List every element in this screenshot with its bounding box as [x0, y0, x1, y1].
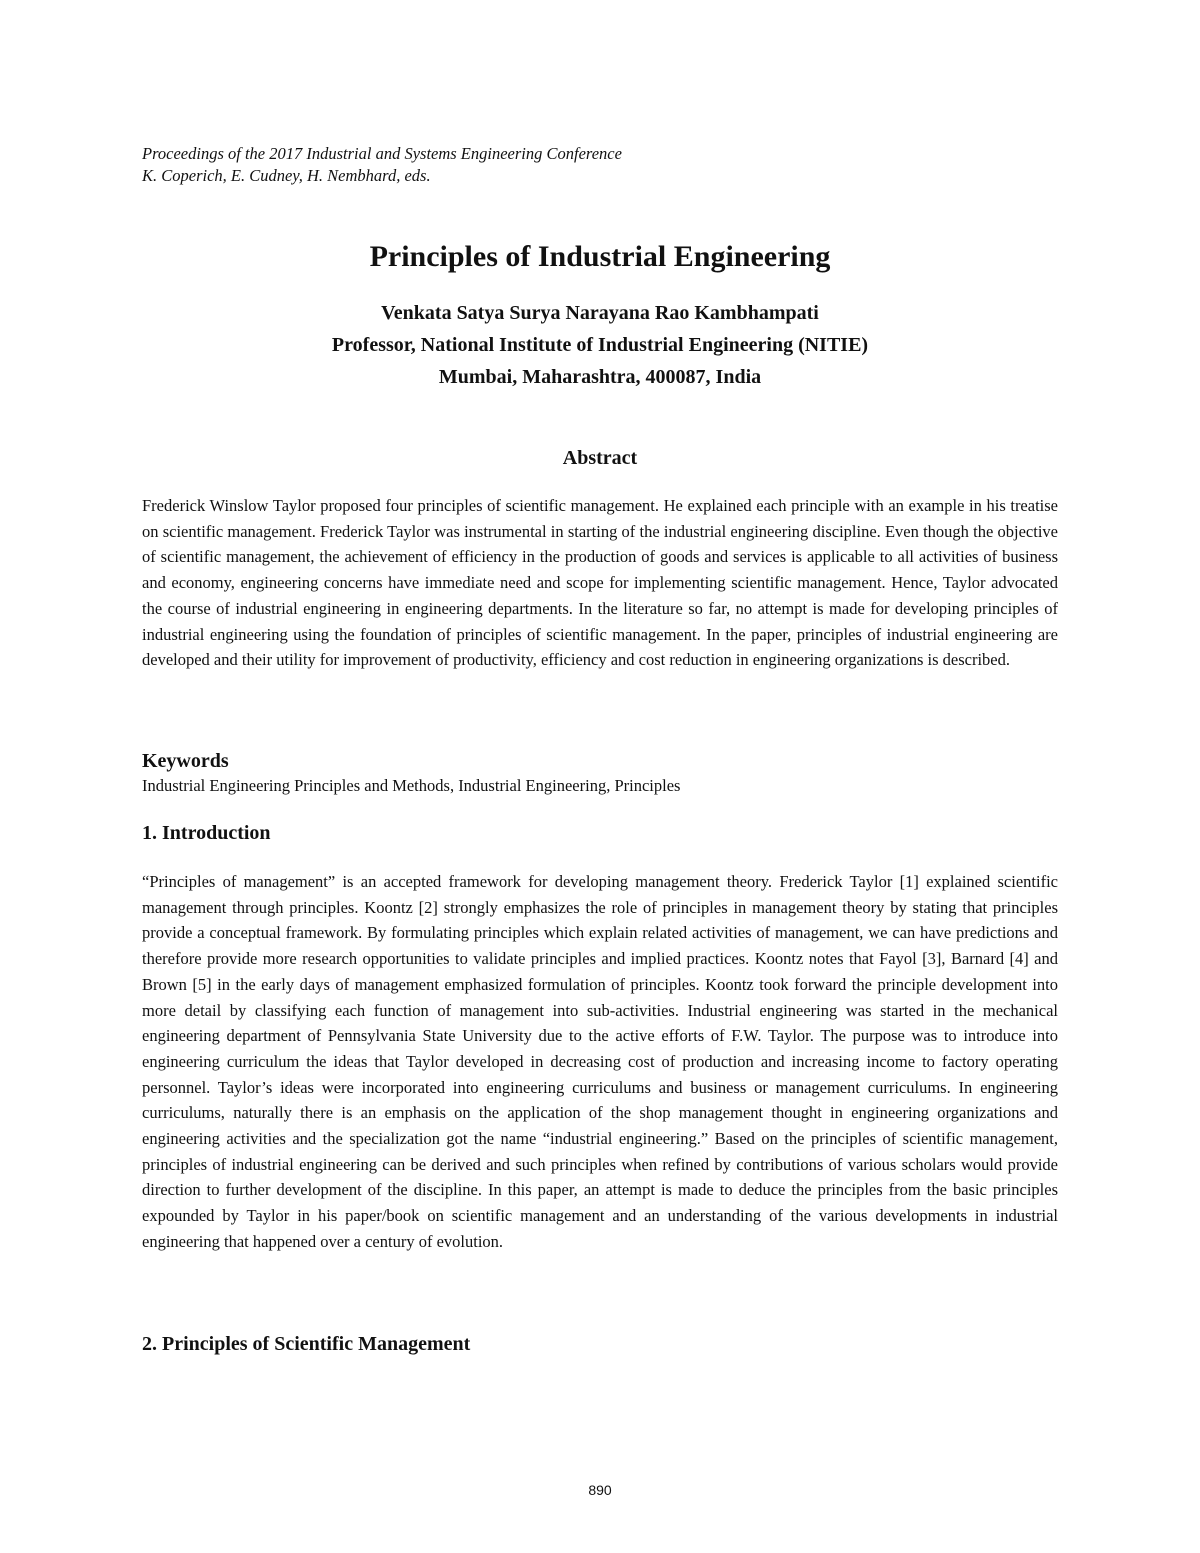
section2-heading: 2. Principles of Scientific Management — [142, 1333, 471, 1355]
abstract-text: Frederick Winslow Taylor proposed four principles of scientific management. He explained each principle with an example in his treatise on scientific management. Frederick Taylor was instrumental in starting of the industrial engineering discipline. Even though the objective of scientific management, the achievement of efficiency in the production of goods and services is applicable to all activities of business and economy, engineering concerns have immediate need and scope for implementing scientific management. Hence, Taylor advocated the course of industrial engineering in engineering departments. In the literature so far, no attempt is made for developing principles of industrial engineering using the foundation of principles of scientific management. In the paper, principles of industrial engineering are developed and their utility for improvement of productivity, efficiency and cost reduction in engineering organizations is described. — [142, 496, 1058, 670]
author-affiliation: Professor, National Institute of Industrial Engineering (NITIE) — [331, 334, 869, 356]
author-name: Venkata Satya Surya Narayana Rao Kambhampati — [381, 302, 819, 324]
author-address: Mumbai, Maharashtra, 400087, India — [438, 366, 762, 388]
page-number: 890 — [588, 1482, 612, 1498]
keywords-heading: Keywords — [142, 750, 229, 772]
abstract-heading: Abstract — [562, 447, 638, 469]
keywords-text: Industrial Engineering Principles and Methods, Industrial Engineering, Principles — [142, 776, 681, 795]
introduction-text: “Principles of management” is an accepted framework for developing management theory. Frederick Taylor [1] explained scientific management through principles. Koontz [2] strongly emphasizes the role of principles in management theory by stating that principles provide a conceptual framework. By formulating principles which explain related activities of management, we can have predictions and therefore provide more research opportunities to validate principles and implied practices. Koontz notes that Fayol [3], Barnard [4] and Brown [5] in the early days of management emphasized formulation of principles. Koontz took forward the principle development into more detail by classifying each function of management into sub-activities. Industrial engineering was started in the mechanical engineering department of Pennsylvania State University due to the active efforts of F.W. Taylor. The purpose was to introduce into engineering curriculum the ideas that Taylor developed in decreasing cost of production and increasing income to factory operating personnel. Taylor’s ideas were incorporated into engineering curriculums and business or management curriculums. In engineering curriculums, naturally there is an emphasis on the application of the shop management thought in engineering organizations and engineering activities and the specialization got the name “industrial engineering.” Based on the principles of scientific management, principles of industrial engineering can be derived and such principles when refined by contributions of various scholars would provide direction to further development of the discipline. In this paper, an attempt is made to deduce the principles from the basic principles expounded by Taylor in his paper/book on scientific management and an understanding of the various developments in industrial engineering that happened over a century of evolution. — [142, 872, 1058, 1251]
editors-line: K. Coperich, E. Cudney, H. Nembhard, eds. — [142, 166, 431, 185]
paper-title: Principles of Industrial Engineering — [369, 240, 831, 273]
introduction-heading: 1. Introduction — [142, 822, 271, 844]
proceedings-line: Proceedings of the 2017 Industrial and Systems Engineering Conference — [142, 144, 622, 163]
author-block — [0, 297, 1200, 393]
running-head — [142, 143, 1042, 187]
